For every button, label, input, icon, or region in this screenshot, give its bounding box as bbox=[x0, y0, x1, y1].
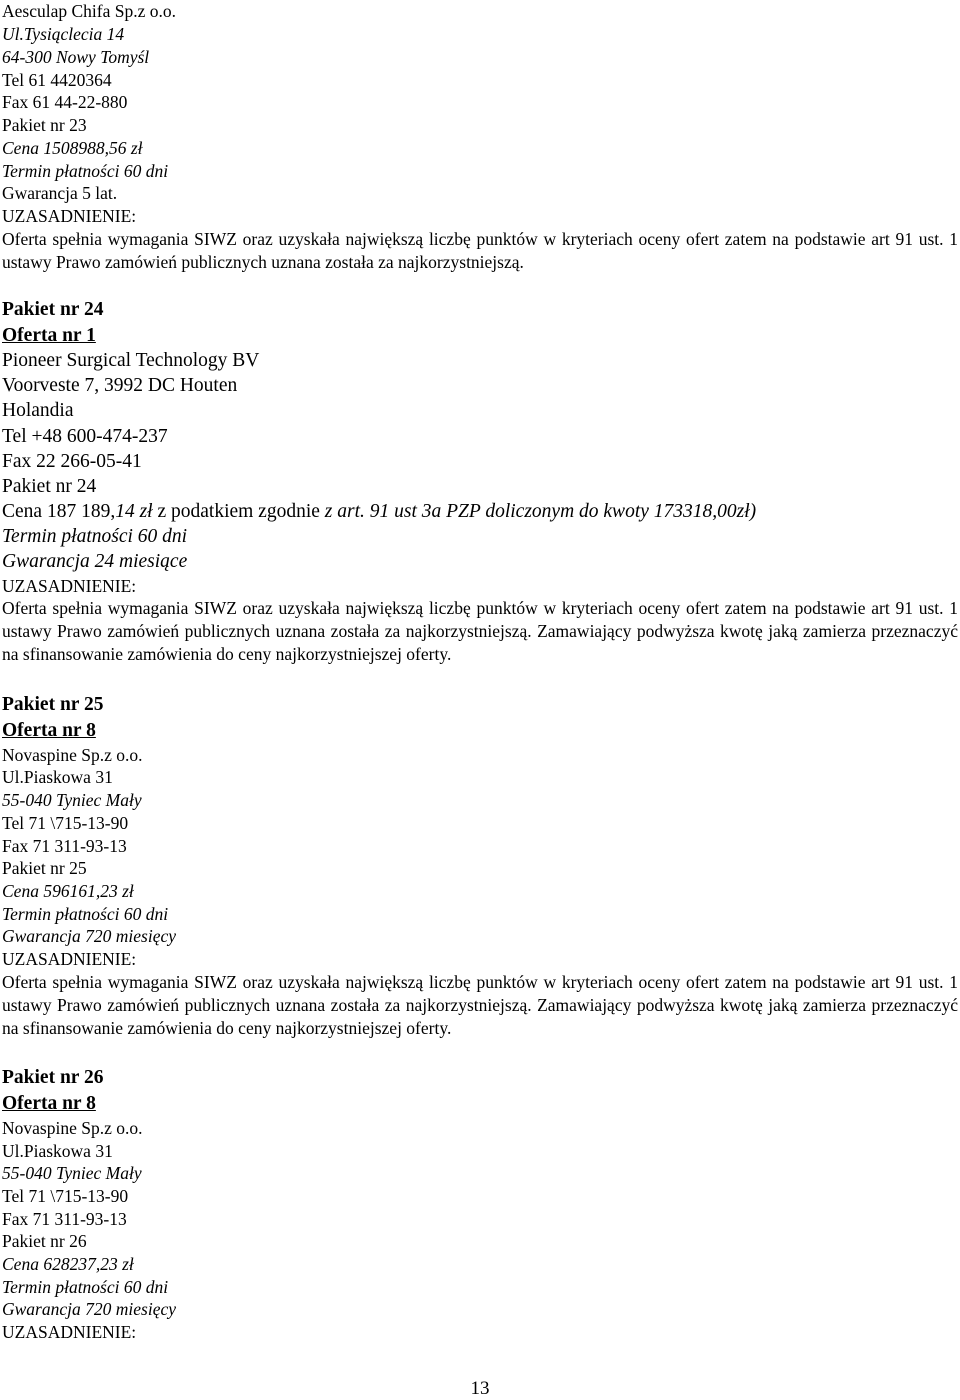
s23-cena: Cena 1508988,56 zł bbox=[2, 138, 143, 158]
s24-cena-part-a: Cena 187 189, bbox=[2, 501, 116, 522]
page-number: 13 bbox=[470, 1378, 490, 1399]
s24-pakiet: Pakiet nr 24 bbox=[2, 476, 97, 497]
s24-country: Holandia bbox=[2, 400, 74, 421]
s26-cena: Cena 628237,23 zł bbox=[2, 1254, 134, 1274]
s25-pakiet: Pakiet nr 25 bbox=[2, 858, 87, 878]
s24-heading: Pakiet nr 24 bbox=[2, 299, 104, 320]
s23-company: Aesculap Chifa Sp.z o.o. bbox=[2, 1, 176, 21]
s24-cena-part-c: z podatkiem zgodnie bbox=[152, 501, 325, 522]
s26-tel: Tel 71 \715-13-90 bbox=[2, 1186, 129, 1206]
s25-tel: Tel 71 \715-13-90 bbox=[2, 813, 129, 833]
s26-pakiet: Pakiet nr 26 bbox=[2, 1231, 87, 1251]
s25-justification: Oferta spełnia wymagania SIWZ oraz uzyskała największą liczbę punktów w kryteriach oceny ofert zatem na podstawie art 91 ust. 1 ustawy Prawo zamówień publicznych uznana została za najkorzystniejszą. Zamawiający podwyższa kwotę jaką zamierza przeznaczyć na sfinansowanie zamówienia do ceny najkorzystniejszej oferty. bbox=[2, 972, 958, 1038]
s24-company: Pioneer Surgical Technology BV bbox=[2, 350, 260, 371]
s24-street: Voorveste 7, 3992 DC Houten bbox=[2, 375, 238, 396]
s26-heading: Pakiet nr 26 bbox=[2, 1067, 104, 1088]
s25-gwarancja: Gwarancja 720 miesięcy bbox=[2, 926, 176, 946]
s25-company: Novaspine Sp.z o.o. bbox=[2, 745, 143, 765]
s24-cena-part-d: z art. 91 ust 3a PZP doliczonym do kwoty 173318,00zł) bbox=[324, 501, 757, 522]
s24-tel: Tel +48 600-474-237 bbox=[2, 426, 168, 447]
s23-street: Ul.Tysiąclecia 14 bbox=[2, 24, 125, 44]
s23-justification: Oferta spełnia wymagania SIWZ oraz uzyskała największą liczbę punktów w kryteriach oceny ofert zatem na podstawie art 91 ust. 1 ustawy Prawo zamówień publicznych uznana została za najkorzystniejszą. bbox=[2, 229, 958, 272]
s24-offer: Oferta nr 1 bbox=[2, 325, 96, 346]
s25-termin: Termin płatności 60 dni bbox=[2, 904, 169, 924]
s25-heading: Pakiet nr 25 bbox=[2, 694, 104, 715]
s26-offer: Oferta nr 8 bbox=[2, 1093, 96, 1114]
s26-termin: Termin płatności 60 dni bbox=[2, 1277, 169, 1297]
s25-city: 55-040 Tyniec Mały bbox=[2, 790, 142, 810]
s26-company: Novaspine Sp.z o.o. bbox=[2, 1118, 143, 1138]
s26-uzasadnienie-label: UZASADNIENIE: bbox=[2, 1322, 137, 1342]
s24-termin: Termin płatności 60 dni bbox=[2, 526, 188, 547]
s26-fax: Fax 71 311-93-13 bbox=[2, 1209, 127, 1229]
s25-fax: Fax 71 311-93-13 bbox=[2, 836, 127, 856]
s26-street: Ul.Piaskowa 31 bbox=[2, 1141, 113, 1161]
s25-offer: Oferta nr 8 bbox=[2, 720, 96, 741]
s23-uzasadnienie-label: UZASADNIENIE: bbox=[2, 206, 137, 226]
s23-tel: Tel 61 4420364 bbox=[2, 70, 112, 90]
s23-pakiet: Pakiet nr 23 bbox=[2, 115, 87, 135]
s24-cena-part-b: 14 zł bbox=[115, 501, 153, 522]
s25-cena: Cena 596161,23 zł bbox=[2, 881, 134, 901]
s24-gwarancja: Gwarancja 24 miesiące bbox=[2, 551, 188, 572]
s25-uzasadnienie-label: UZASADNIENIE: bbox=[2, 949, 137, 969]
s25-street: Ul.Piaskowa 31 bbox=[2, 767, 113, 787]
s24-uzasadnienie-label: UZASADNIENIE: bbox=[2, 576, 137, 596]
s26-gwarancja: Gwarancja 720 miesięcy bbox=[2, 1299, 176, 1319]
s23-gwarancja: Gwarancja 5 lat. bbox=[2, 183, 118, 203]
s26-city: 55-040 Tyniec Mały bbox=[2, 1163, 142, 1183]
s23-city: 64-300 Nowy Tomyśl bbox=[2, 47, 150, 67]
s23-termin: Termin płatności 60 dni bbox=[2, 161, 169, 181]
s23-fax: Fax 61 44-22-880 bbox=[2, 92, 128, 112]
s24-fax: Fax 22 266-05-41 bbox=[2, 451, 142, 472]
s24-cena bbox=[2, 501, 756, 523]
s24-justification: Oferta spełnia wymagania SIWZ oraz uzyskała największą liczbę punktów w kryteriach oceny ofert zatem na podstawie art 91 ust. 1 ustawy Prawo zamówień publicznych uznana została za najkorzystniejszą. Zamawiający podwyższa kwotę jaką zamierza przeznaczyć na sfinansowanie zamówienia do ceny najkorzystniejszej oferty. bbox=[2, 598, 958, 664]
